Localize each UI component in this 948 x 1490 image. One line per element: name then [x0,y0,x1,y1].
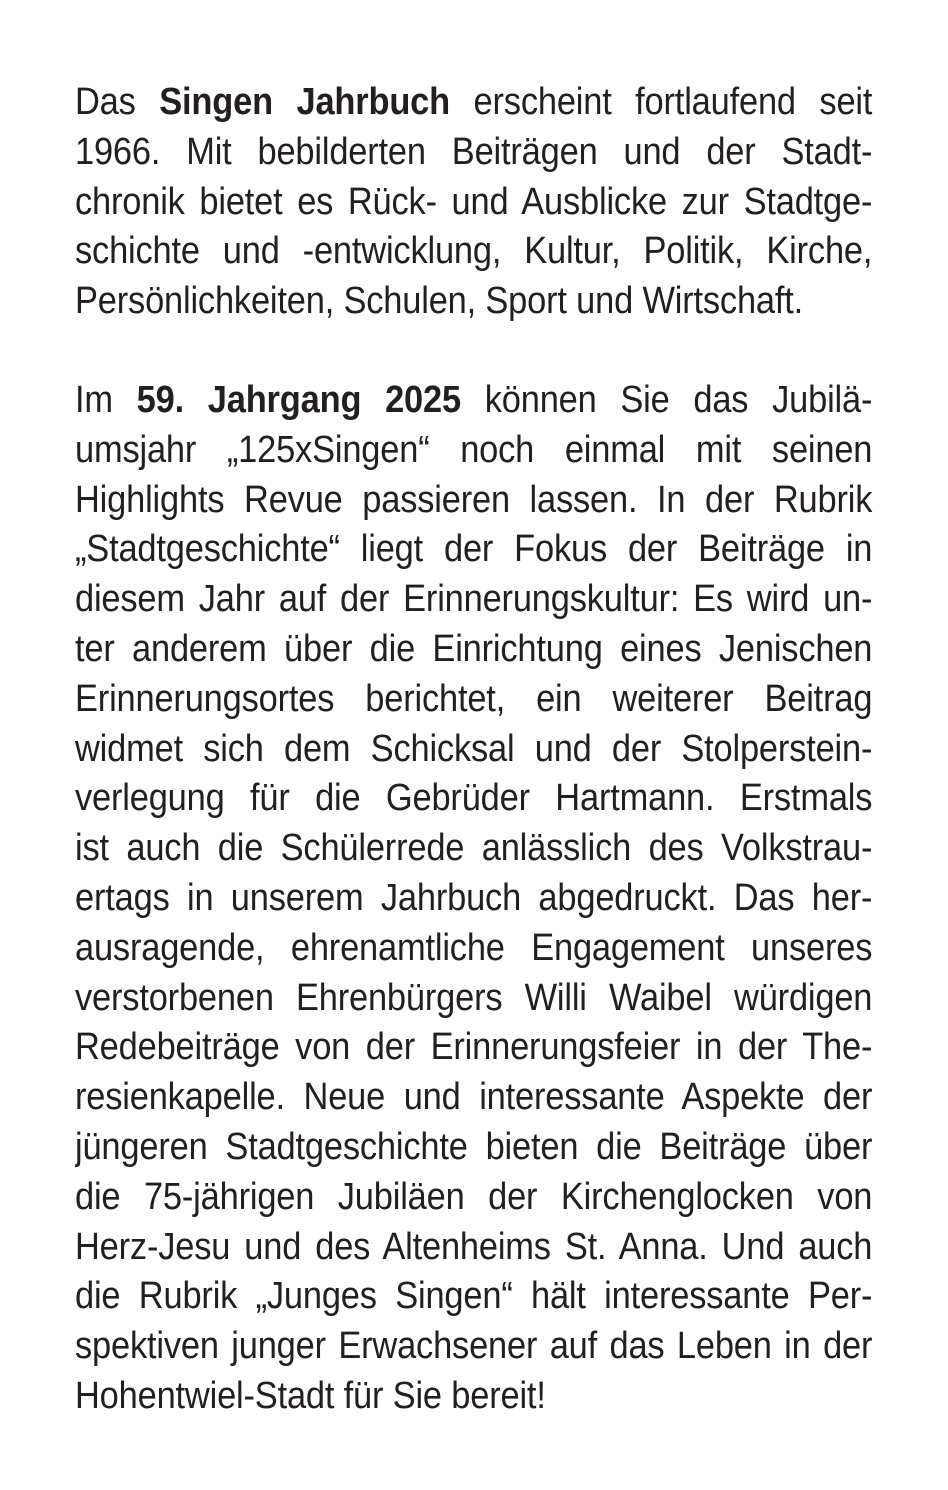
text-line [75,1023,872,1073]
text-line [75,178,872,228]
text-line [75,227,872,277]
text-run: ausragende, ehrenamtliche Engagement unseres [75,926,873,969]
text-line [75,924,872,974]
text-run: Redebeiträge von der Erinnerungsfeier in der The- [75,1026,873,1069]
text-run: „Stadtgeschichte“ liegt der Fokus der Beiträge in [75,528,873,571]
text-run: Das [75,81,160,123]
text-line [75,575,872,625]
text-run: ertags in unserem Jahrbuch abgedruckt. Das her- [75,876,873,919]
text-line [75,874,872,924]
text-line [75,625,872,675]
text-line [75,1223,872,1273]
text-line [75,1173,872,1223]
text-line [75,675,872,725]
text-run: Herz-Jesu und des Altenheims St. Anna. Und auch [75,1225,873,1268]
text-line [75,426,872,476]
text-line [75,1123,872,1173]
paragraph [75,376,872,1422]
text-run: die Rubrik „Junges Singen“ hält interessante Per- [75,1275,873,1318]
text-run: können Sie das Jubilä- [460,378,873,421]
text-line [75,277,872,327]
text-run: chronik bietet es Rück- und Ausblicke zur Stadtge- [75,180,873,223]
text-line [75,824,872,874]
text-run: resienkapelle. Neue und interessante Aspekte der [75,1076,873,1119]
book-description-text [75,78,872,1422]
text-run: verstorbenen Ehrenbürgers Willi Waibel würdigen [75,976,873,1019]
text-run: diesem Jahr auf der Erinnerungskultur: Es wird un- [75,578,873,621]
text-run: die 75-jährigen Jubiläen der Kirchenglocken von [75,1175,873,1218]
bold-text-run: 59. Jahrgang 2025 [136,378,461,421]
text-line [75,1272,872,1322]
bold-text-run: Singen Jahrbuch [159,81,450,123]
text-run: schichte und -entwicklung, Kultur, Politik, Kirche, [75,230,873,273]
text-line [75,774,872,824]
text-run: jüngeren Stadtgeschichte bieten die Beiträge über [75,1125,873,1168]
text-run: spektiven junger Erwachsener auf das Leben in der [75,1325,873,1368]
text-run: umsjahr „125xSingen“ noch einmal mit seinen [75,428,873,471]
text-line [75,1073,872,1123]
text-line [75,476,872,526]
text-run: verlegung für die Gebrüder Hartmann. Erstmals [75,777,873,820]
text-run: 1966. Mit bebilderten Beiträgen und der Stadt- [75,130,873,173]
text-run: Hohentwiel-Stadt für Sie bereit! [75,1374,546,1417]
text-run: ist auch die Schülerrede anlässlich des Volkstrau- [75,827,873,870]
text-line [75,1322,872,1372]
text-line [75,1372,872,1422]
text-line [75,525,872,575]
text-line [75,78,872,128]
text-run: Persönlichkeiten, Schulen, Sport und Wirtschaft. [75,280,804,323]
text-line [75,376,872,426]
text-line [75,725,872,775]
paragraph [75,78,872,327]
text-run: widmet sich dem Schicksal und der Stolperstein- [75,727,873,770]
text-run: Erinnerungsortes berichtet, ein weiterer Beitrag [75,677,873,720]
text-run: erscheint fortlaufend seit [449,81,873,123]
text-run: Im [75,378,137,421]
text-line [75,974,872,1024]
text-run: ter anderem über die Einrichtung eines Jenischen [75,627,873,670]
text-run: Highlights Revue passieren lassen. In der Rubrik [75,478,873,521]
text-line [75,128,872,178]
